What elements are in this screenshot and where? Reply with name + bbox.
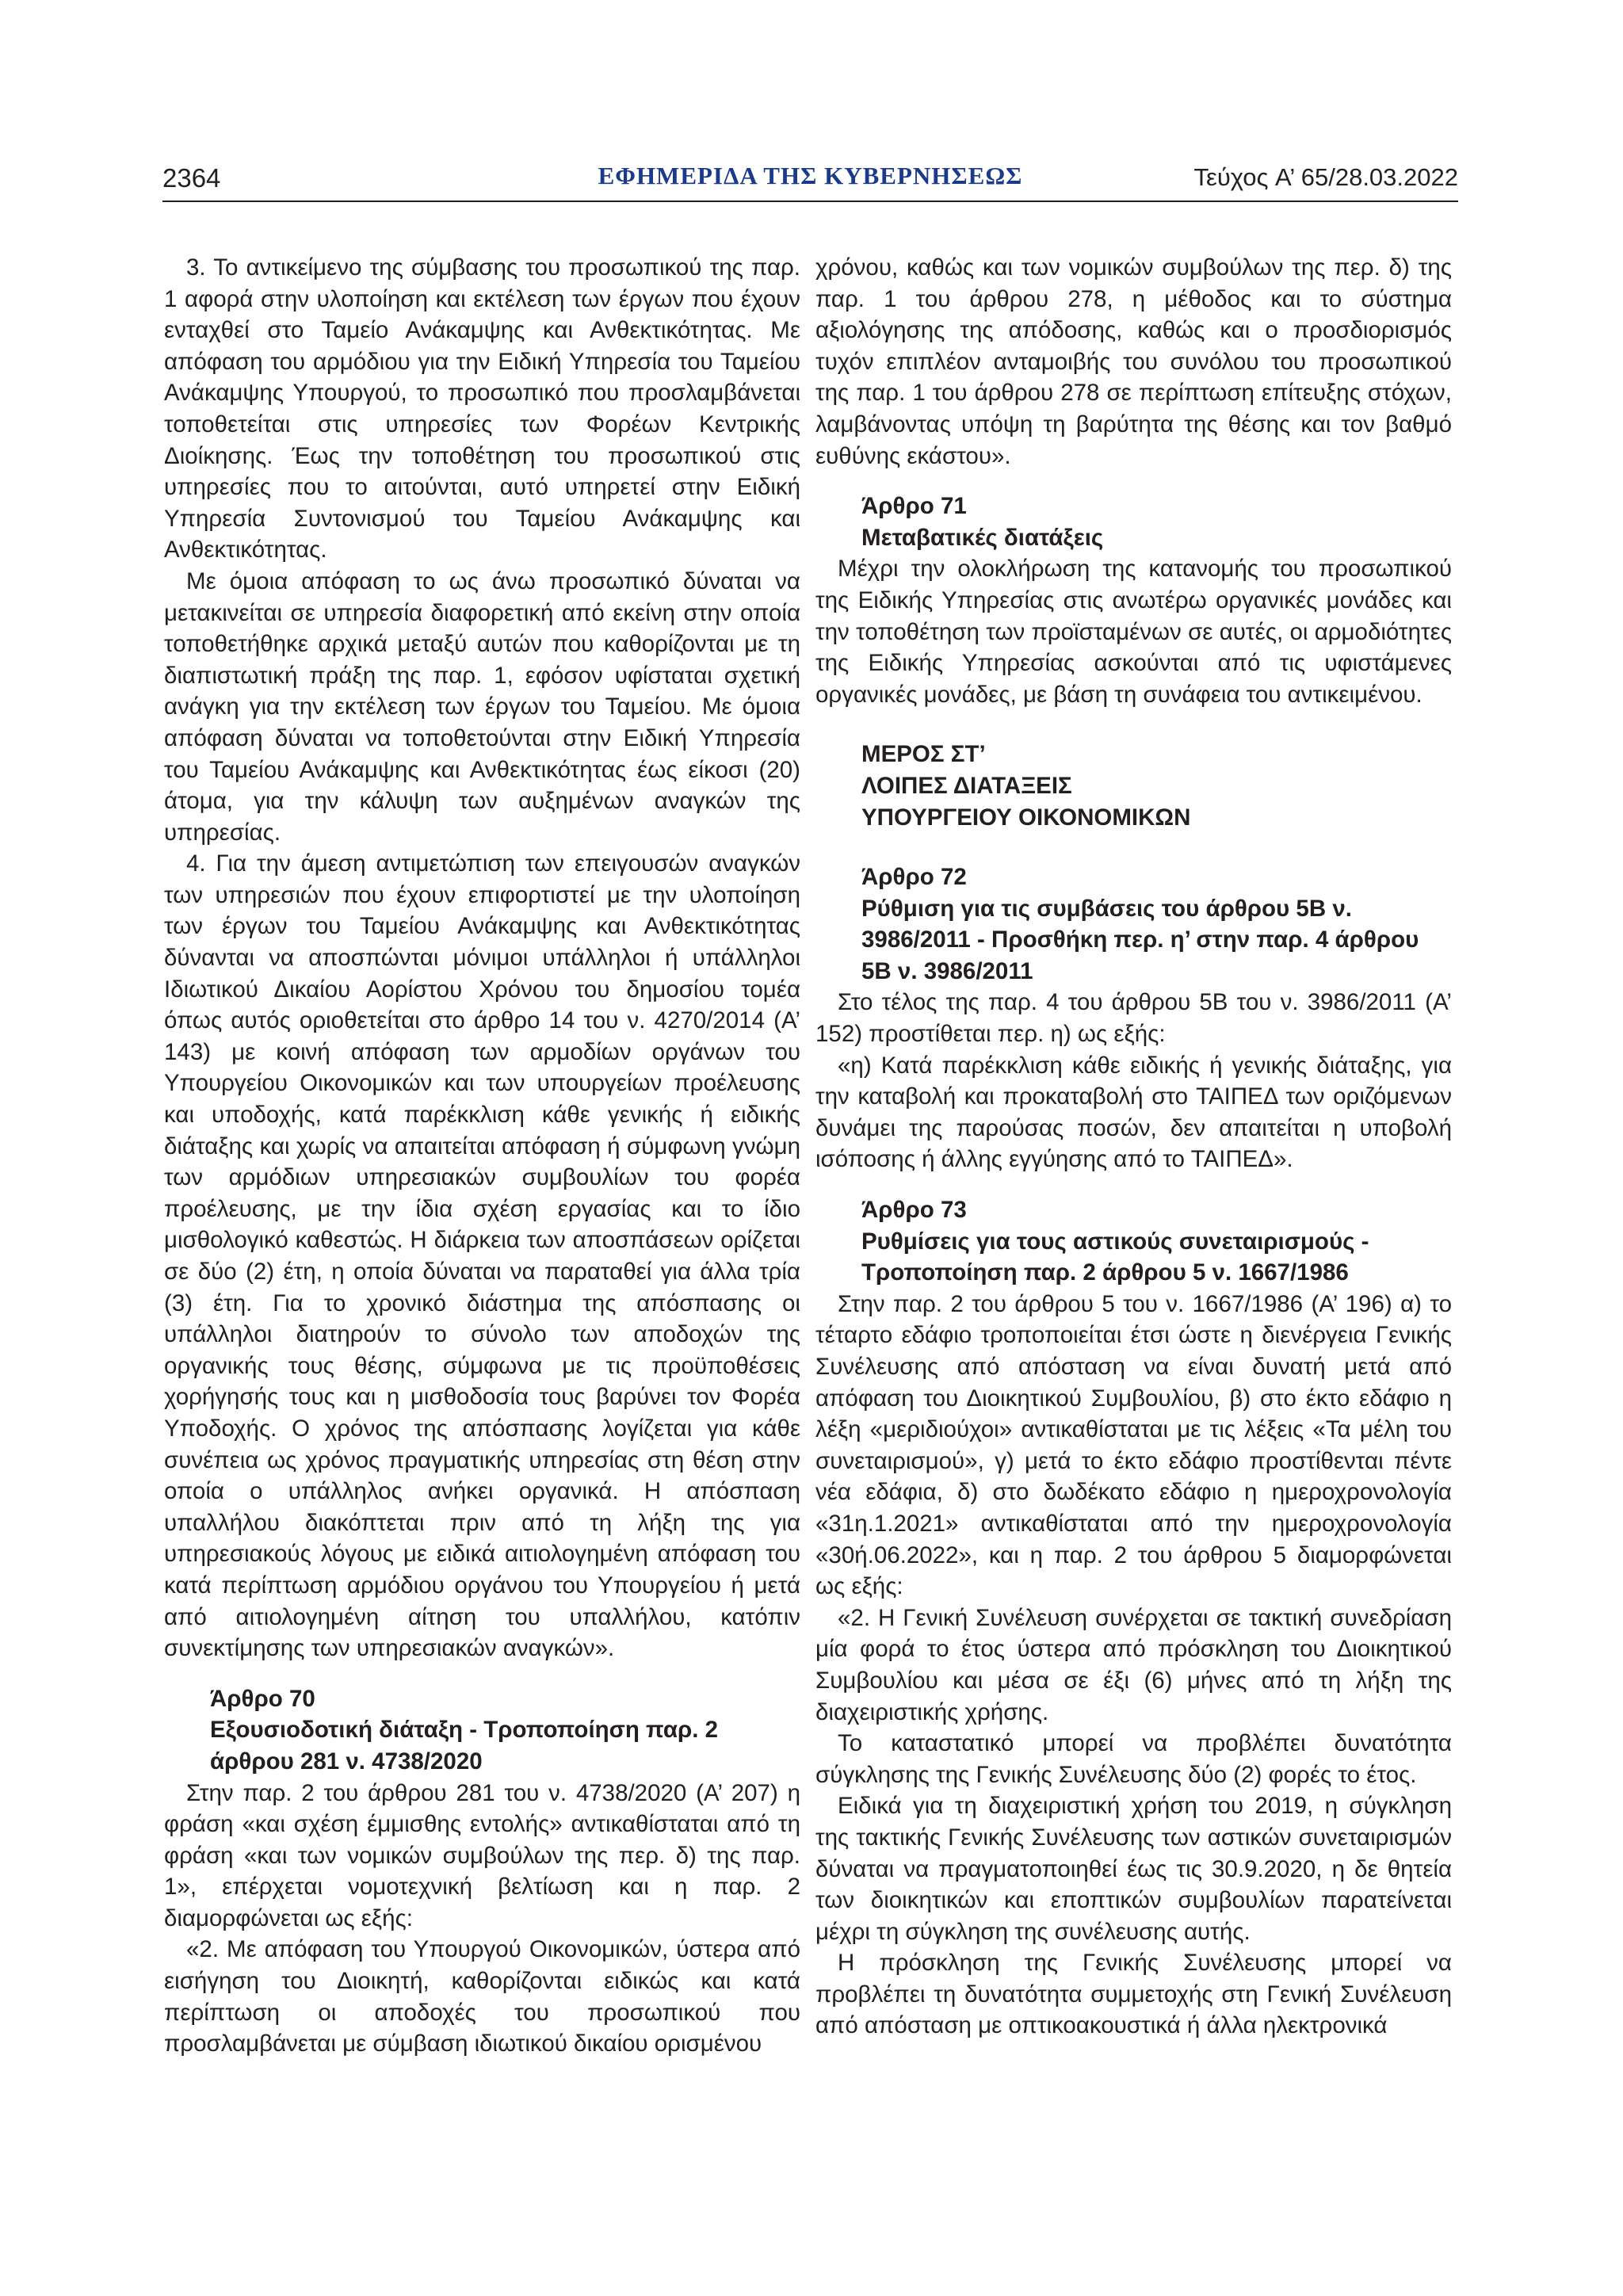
issue-info: Τεύχος A’ 65/28.03.2022 [1193,163,1458,191]
part-heading-line1: ΜΕΡΟΣ ΣΤ’ [861,741,986,768]
page-number: 2364 [162,163,221,193]
paragraph: Το καταστατικό μπορεί να προβλέπει δυνατότητα σύγκλησης της Γενικής Συνέλευσης δύο (2) φορές το έτος. [815,1730,1452,1788]
paragraph: Στην παρ. 2 του άρθρου 281 του ν. 4738/2020 (Α’ 207) η φράση «και σχέση έμμισθης εντολής» αντικαθίσταται από τη φράση «και των νομικών συμβούλων της περ. δ) της παρ. 1», επέρχεται νομοτεχνική βελτίωση και η παρ. 2 διαμορφώνεται ως εξής: [164,1779,800,1931]
part-heading-line3: ΥΠΟΥΡΓΕΙΟΥ ΟΙΚΟΝΟΜΙΚΩΝ [861,804,1191,831]
header-divider [162,201,1458,202]
article-71-number: Άρθρο 71 [861,493,967,520]
spacer [164,1664,800,1683]
spacer [815,833,1452,861]
paragraph: Με όμοια απόφαση το ως άνω προσωπικό δύναται να μετακινείται σε υπηρεσία διαφορετική από εκείνη στην οποία τοποθετήθηκε αρχικά μεταξύ αυτών που καθορίζονται με τη διαπιστωτική πράξη της παρ. 1, εφόσον υφίσταται σχετική ανάγκη για την εκτέλεση των έργων του Ταμείου. Με όμοια απόφαση δύναται να τοποθετούνται στην Ειδική Υπηρεσία του Ταμείου Ανάκαμψης και Ανθεκτικότητας έως είκοσι (20) άτομα, για την κάλυψη των αυξημένων αναγκών της υπηρεσίας. [164,567,800,846]
article-72-title: Ρύθμιση για τις συμβάσεις του άρθρου 5Β ν. 3986/2011 - Προσθήκη περ. η’ στην παρ. 4 άρθρου 5Β ν. 3986/2011 [861,895,1419,984]
right-column [815,252,1452,2042]
paragraph: «2. Με απόφαση του Υπουργού Οικονομικών, ύστερα από εισήγηση του Διοικητή, καθορίζονται ειδικώς και κατά περίπτωση οι αποδοχές του προσωπικού που προσλαμβάνεται με σύμβαση ιδιωτικού δικαίου ορισμένου [164,1936,800,2057]
paragraph: 4. Για την άμεση αντιμετώπιση των επειγουσών αναγκών των υπηρεσιών που έχουν επιφορτιστεί με την υλοποίηση των έργων του Ταμείου Ανάκαμψης και Ανθεκτικότητας δύνανται να αποσπώνται μόνιμοι υπάλληλοι ή υπάλληλοι Ιδιωτικού Δικαίου Αορίστου Χρόνου του δημοσίου τομέα όπως αυτός οριοθετείται στο άρθρο 14 του ν. 4270/2014 (Α’ 143) με κοινή απόφαση των αρμοδίων οργάνων του Υπουργείου Οικονομικών και των υπουργείων προέλευσης και υποδοχής, κατά παρέκκλιση κάθε γενικής ή ειδικής διάταξης και χωρίς να απαιτείται απόφαση ή σύμφωνη γνώμη των αρμόδιων υπηρεσιακών συμβουλίων του φορέα προέλευσης, με την ίδια σχέση εργασίας και το ίδιο μισθολογικό καθεστώς. Η διάρκεια των αποσπάσεων ορίζεται σε δύο (2) έτη, η οποία δύναται να παραταθεί για άλλα τρία (3) έτη. Για το χρονικό διάστημα της απόσπασης οι υπάλληλοι διατηρούν το σύνολο των αποδοχών της οργανικής τους θέσης, σύμφωνα με τις προϋποθέσεις χορήγησής τους και η μισθοδοσία τους βαρύνει τον Φορέα Υποδοχής. Ο χρόνος της απόσπασης λογίζεται για κάθε συνέπεια ως χρόνος πραγματικής υπηρεσίας στη θέση στην οποία ο υπάλληλος ανήκει οργανικά. Η απόσπαση υπαλλήλου διακόπτεται πριν από τη λήξη της για υπηρεσιακούς λόγους με ειδικά αιτιολογημένη απόφαση του κατά περίπτωση αρμόδιου οργάνου του Υπουργείου ή μετά από αιτιολογημένη αίτηση του υπαλλήλου, κατόπιν συνεκτίμησης των υπηρεσιακών αναγκών». [164,850,800,1662]
gazette-title: ΕΦΗΜΕΡΙΔΑ ΤΗΣ ΚΥΒΕΡΝΗΣΕΩΣ [598,162,1023,189]
article-73-title: Ρυθμίσεις για τους αστικούς συνεταιρισμούς - Τροποποίηση παρ. 2 άρθρου 5 ν. 1667/1986 [861,1228,1369,1286]
article-73-number: Άρθρο 73 [861,1197,967,1224]
article-70-number: Άρθρο 70 [210,1685,315,1712]
paragraph: 3. Το αντικείμενο της σύμβασης του προσωπικού της παρ. 1 αφορά στην υλοποίηση και εκτέλεση των έργων που έχουν ενταχθεί στο Ταμείο Ανάκαμψης και Ανθεκτικότητας. Με απόφαση του αρμόδιου για την Ειδική Υπηρεσία του Ταμείου Ανάκαμψης Υπουργού, το προσωπικό που προσλαμβάνεται τοποθετείται στις υπηρεσίες των Φορέων Κεντρικής Διοίκησης. Έως την τοποθέτηση του προσωπικού στις υπηρεσίες που το αιτούνται, αυτό υπηρετεί στην Ειδική Υπηρεσία Συντονισμού του Ταμείου Ανάκαμψης και Ανθεκτικότητας. [164,254,800,563]
paragraph: Η πρόσκληση της Γενικής Συνέλευσης μπορεί να προβλέπει τη δυνατότητα συμμετοχής στη Γενική Συνέλευση από απόσταση με οπτικοακουστικά ή άλλα ηλεκτρονικά [815,1950,1452,2039]
left-column [164,252,800,2060]
part-heading-line2: ΛΟΙΠΕΣ ΔΙΑΤΑΞΕΙΣ [861,772,1072,799]
article-72-number: Άρθρο 72 [861,864,967,891]
paragraph: Ειδικά για τη διαχειριστική χρήση του 2019, η σύγκληση της τακτικής Γενικής Συνέλευσης των αστικών συνεταιρισμών δύναται να πραγματοποιηθεί έως τις 30.9.2020, η δε θητεία των διοικητικών και εποπτικών συμβουλίων παρατείνεται μέχρι τη σύγκληση της συνέλευσης αυτής. [815,1793,1452,1945]
paragraph: χρόνου, καθώς και των νομικών συμβούλων της περ. δ) της παρ. 1 του άρθρου 278, η μέθοδος και το σύστημα αξιολόγησης της απόδοσης, καθώς και ο προσδιορισμός τυχόν επιπλέον ανταμοιβής του συνόλου του προσωπικού της παρ. 1 του άρθρου 278 σε περίπτωση επίτευξης στόχων, λαμβάνοντας υπόψη τη βαρύτητα της θέσης και τον βαθμό ευθύνης εκάστου». [815,254,1452,469]
article-70-title: Εξουσιοδοτική διάταξη - Τροποποίηση παρ. 2 άρθρου 281 ν. 4738/2020 [210,1717,719,1775]
paragraph: Στην παρ. 2 του άρθρου 5 του ν. 1667/1986 (Α’ 196) α) το τέταρτο εδάφιο τροποποιείται έτσι ώστε η διενέργεια Γενικής Συνέλευσης από απόσταση να είναι δυνατή μετά από απόφαση του Διοικητικού Συμβουλίου, β) στο έκτο εδάφιο η λέξη «μεριδιούχοι» αντικαθίσταται με τις λέξεις «Τα μέλη του συνεταιρισμού», γ) μετά το έκτο εδάφιο προστίθενται πέντε νέα εδάφια, δ) στο δωδέκατο εδάφιο η ημεροχρονολογία «31η.1.2021» αντικαθίσταται από την ημεροχρονολογία «30ή.06.2022», και η παρ. 2 του άρθρου 5 διαμορφώνεται ως εξής: [815,1290,1452,1600]
spacer [815,710,1452,739]
paragraph: Μέχρι την ολοκλήρωση της κατανομής του προσωπικού της Ειδικής Υπηρεσίας στις ανωτέρω οργανικές μονάδες και την τοποθέτηση των προϊσταμένων σε αυτές, οι αρμοδιότητες της Ειδικής Υπηρεσίας ασκούνται από τις υφιστάμενες οργανικές μονάδες, με βάση τη συνάφεια του αντικειμένου. [815,556,1452,708]
page-header [162,155,1458,203]
paragraph: Στο τέλος της παρ. 4 του άρθρου 5Β του ν. 3986/2011 (Α’ 152) προστίθεται περ. η) ως εξής: [815,989,1452,1048]
article-71-title: Μεταβατικές διατάξεις [861,524,1104,551]
spacer [815,1175,1452,1194]
spacer [815,472,1452,491]
paragraph: «2. Η Γενική Συνέλευση συνέρχεται σε τακτική συνεδρίαση μία φορά το έτος ύστερα από πρόσκληση του Διοικητικού Συμβουλίου και μέσα σε έξι (6) μήνες από τη λήξη της διαχειριστικής χρήσης. [815,1604,1452,1725]
paragraph: «η) Κατά παρέκκλιση κάθε ειδικής ή γενικής διάταξης, για την καταβολή και προκαταβολή στο ΤΑΙΠΕΔ των οριζόμενων δυνάμει της παρούσας ποσών, δεν απαιτείται η υποβολή ισόποσης ή άλλης εγγύησης από το ΤΑΙΠΕΔ». [815,1052,1452,1173]
